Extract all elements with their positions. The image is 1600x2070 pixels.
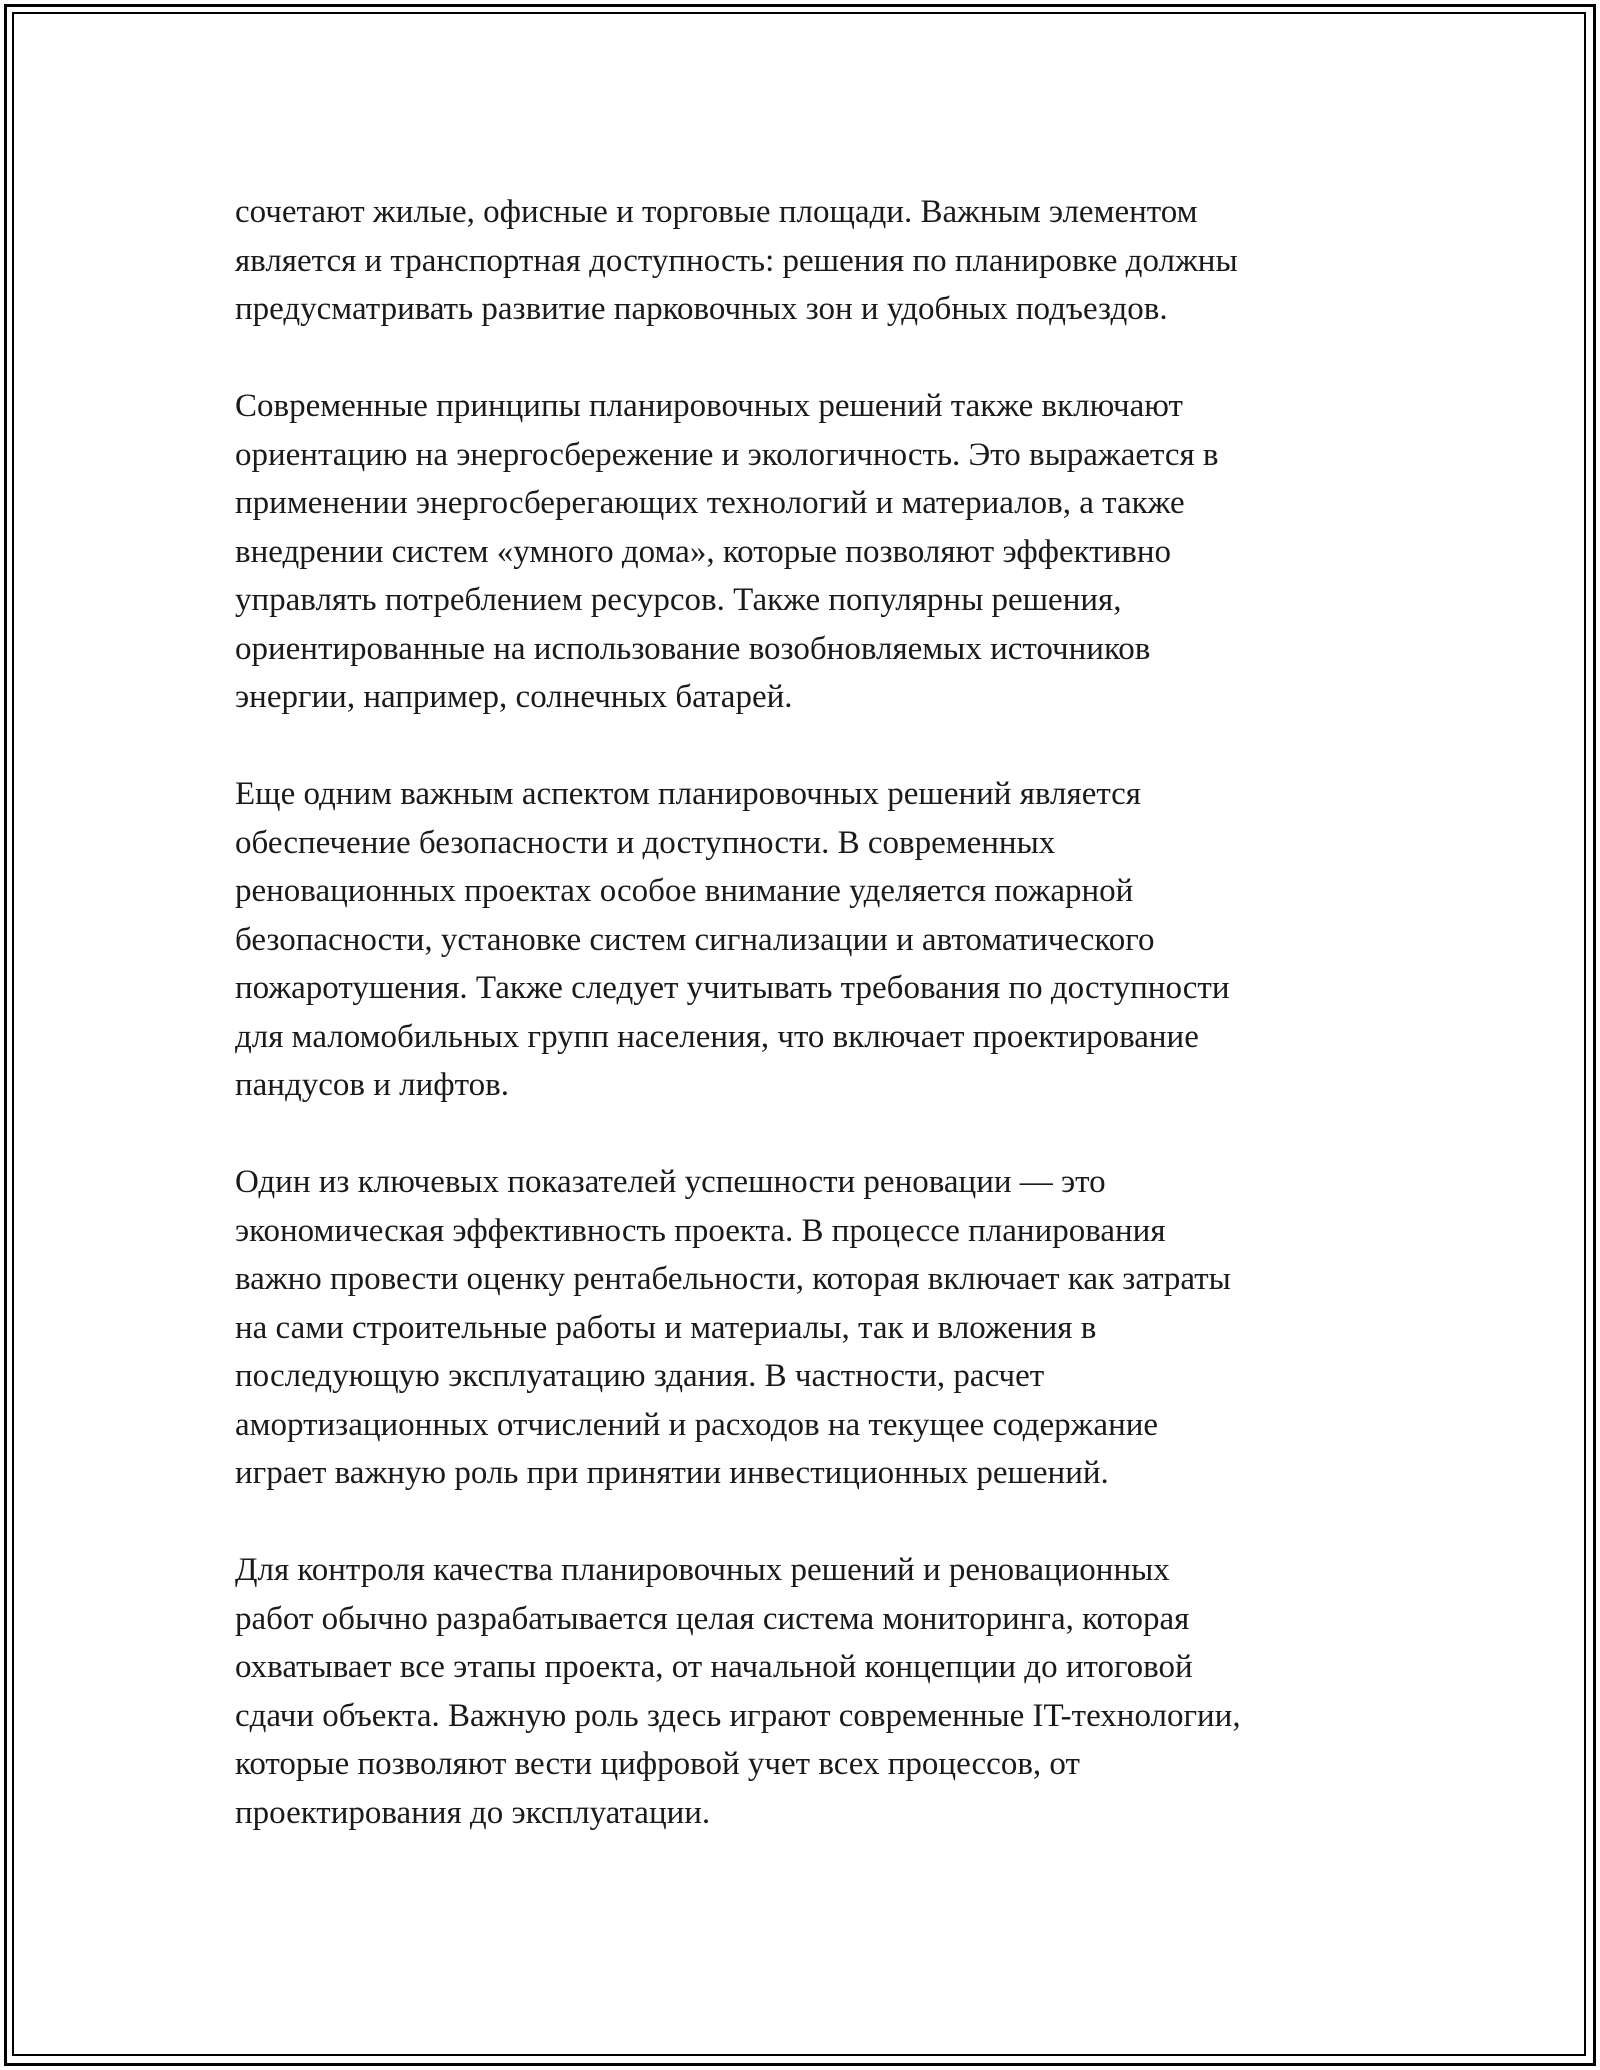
text-line: обеспечение безопасности и доступности. В современных [235, 824, 1056, 861]
text-line: сочетают жилые, офисные и торговые площади. Важным элементом [235, 194, 1198, 230]
text-line: на сами строительные работы и материалы, так и вложения в [235, 1309, 1097, 1346]
text-line: Современные принципы планировочных решений также включают [235, 388, 1183, 424]
text-line: пожаротушения. Также следует учитывать требования по доступности [235, 970, 1230, 1006]
paragraph-1 [235, 188, 1375, 334]
text-line: предусматривать развитие парковочных зон и удобных подъездов. [235, 291, 1168, 327]
text-line: внедрении систем «умного дома», которые позволяют эффективно [235, 533, 1172, 570]
document-body [235, 188, 1375, 1886]
text-line: работ обычно разрабатывается целая система мониторинга, которая [235, 1600, 1190, 1637]
paragraph-3 [235, 770, 1375, 1110]
text-line: последующую эксплуатацию здания. В частности, расчет [235, 1358, 1045, 1394]
text-line: Для контроля качества планировочных решений и реновационных [235, 1552, 1170, 1588]
text-line: проектирования до эксплуатации. [235, 1794, 711, 1831]
text-line: Еще одним важным аспектом планировочных решений является [235, 776, 1141, 812]
text-line: является и транспортная доступность: решения по планировке должны [235, 242, 1238, 279]
text-line: ориентацию на энергосбережение и экологичность. Это выражается в [235, 436, 1219, 473]
text-line: для маломобильных групп населения, что включает проектирование [235, 1018, 1199, 1055]
text-line: энергии, например, солнечных батарей. [235, 679, 793, 715]
text-line: управлять потреблением ресурсов. Также популярны решения, [235, 582, 1122, 618]
text-line: которые позволяют вести цифровой учет всех процессов, от [235, 1746, 1080, 1782]
text-line: пандусов и лифтов. [235, 1067, 509, 1103]
text-line: важно провести оценку рентабельности, которая включает как затраты [235, 1261, 1231, 1297]
text-line: применении энергосберегающих технологий и материалов, а также [235, 485, 1185, 521]
text-line: реновационных проектах особое внимание уделяется пожарной [235, 873, 1134, 909]
text-line: сдачи объекта. Важную роль здесь играют современные IT-технологии, [235, 1697, 1241, 1734]
text-line: амортизационных отчислений и расходов на текущее содержание [235, 1406, 1159, 1443]
text-line: охватывает все этапы проекта, от начальной концепции до итоговой [235, 1649, 1193, 1685]
text-line: ориентированные на использование возобновляемых источников [235, 630, 1151, 667]
text-line: Один из ключевых показателей успешности реновации — это [235, 1164, 1106, 1200]
text-line: экономическая эффективность проекта. В процессе планирования [235, 1212, 1166, 1249]
paragraph-5 [235, 1546, 1375, 1837]
paragraph-4 [235, 1158, 1375, 1498]
paragraph-2 [235, 382, 1375, 722]
text-line: играет важную роль при принятии инвестиционных решений. [235, 1455, 1109, 1491]
text-line: безопасности, установке систем сигнализации и автоматического [235, 921, 1155, 958]
